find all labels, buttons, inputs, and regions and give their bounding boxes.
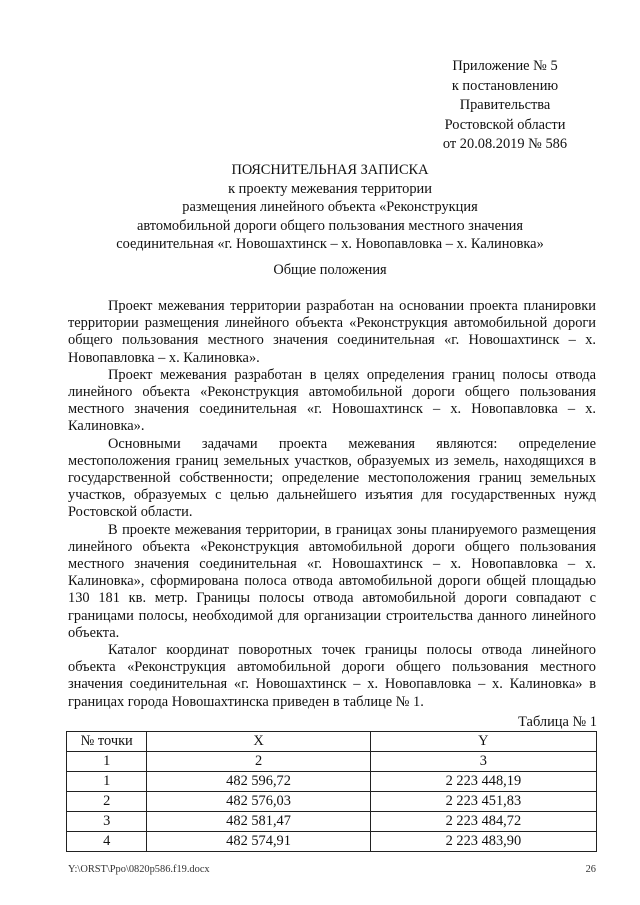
appendix-line: от 20.08.2019 № 586 — [442, 136, 568, 152]
body-text — [68, 298, 596, 711]
table-cell: 2 223 484,72 — [370, 812, 596, 832]
section-title: Общие положения — [273, 262, 387, 278]
table-cell: 2 223 451,83 — [370, 792, 596, 812]
footer-file-path: Y:\ORST\Ppo\0820p586.f19.docx — [68, 864, 210, 875]
heading-line: соединительная «г. Новошахтинск – х. Новопавловка – х. Калиновка» — [116, 236, 544, 253]
table-row — [67, 812, 597, 832]
table-row — [67, 832, 597, 852]
table-cell: 2 — [147, 752, 370, 772]
table-header-row — [67, 732, 597, 752]
table-cell: 482 581,47 — [147, 812, 370, 832]
table-cell: 3 — [67, 812, 147, 832]
appendix-line: Ростовской области — [444, 116, 566, 133]
paragraph: Проект межевания разработан в целях определения границ полосы отвода линейного объекта «Реконструкция автомобильной дороги общего пользования местного значения соединительная «г. Новошахтинск – х. Новопавловка – х. Калиновка». — [68, 366, 596, 435]
coordinates-table — [66, 731, 597, 852]
table-cell: 2 223 448,19 — [370, 772, 596, 792]
table-row — [67, 792, 597, 812]
table-numbering-row — [67, 752, 597, 772]
appendix-line: Приложение № 5 — [452, 58, 558, 74]
table-cell: 482 574,91 — [147, 832, 370, 852]
table-cell: 482 576,03 — [147, 792, 370, 812]
table-cell: 3 — [370, 752, 596, 772]
heading-line: размещения линейного объекта «Реконструкция — [182, 199, 478, 216]
table-caption: Таблица № 1 — [518, 714, 597, 730]
heading-line: автомобильной дороги общего пользования местного значения — [136, 217, 523, 234]
column-header-point: № точки — [67, 732, 147, 752]
table-cell: 482 596,72 — [147, 772, 370, 792]
table-row — [67, 772, 597, 792]
paragraph: Проект межевания территории разработан на основании проекта планировки территории размещения линейного объекта «Реконструкция автомобильной дороги общего пользования местного значения соединительная «г. Новошахтинск – х. Новопавловка – х. Калиновка». — [68, 298, 596, 366]
paragraph: Каталог координат поворотных точек границы полосы отвода линейного объекта «Реконструкция автомобильной дороги общего пользования местного значения соединительная «г. Новошахтинск – х. Новопавловка – х. Калиновка» в границах города Новошахтинска приведен в таблице № 1. — [68, 642, 596, 710]
paragraph: В проекте межевания территории, в границах зоны планируемого размещения линейного объекта «Реконструкция автомобильной дороги общего пользования местного значения соединительная «г. Новошахтинск – х. Новопавловка – х. Калиновка», сформирована полоса отвода автомобильной дороги общей площадью 130 181 кв. метр. Границы полосы отвода автомобильной дороги совпадают с границами полосы, необходимой для организации строительства данного линейного объекта. — [68, 521, 596, 641]
table-cell: 2 — [67, 792, 147, 812]
paragraph: Основными задачами проекта межевания являются: определение местоположения границ земельных участков, образуемых из земель, находящихся в государственной собственности; определение местоположения границ земельных участков, образуемых с целью дальнейшего изъятия для государственных нужд Ростовской области. — [68, 435, 596, 521]
document-heading — [60, 161, 600, 254]
column-header-y: Y — [370, 732, 596, 752]
table-cell: 2 223 483,90 — [370, 832, 596, 852]
appendix-block — [410, 57, 600, 155]
table-cell: 1 — [67, 772, 147, 792]
appendix-line: к постановлению — [451, 77, 559, 94]
heading-line: к проекту межевания территории — [228, 180, 432, 197]
column-header-x: X — [147, 732, 370, 752]
document-title: ПОЯСНИТЕЛЬНАЯ ЗАПИСКА — [231, 162, 429, 178]
table-cell: 4 — [67, 832, 147, 852]
appendix-line: Правительства — [459, 97, 551, 113]
footer-page-number: 26 — [585, 864, 596, 875]
table-cell: 1 — [67, 752, 147, 772]
